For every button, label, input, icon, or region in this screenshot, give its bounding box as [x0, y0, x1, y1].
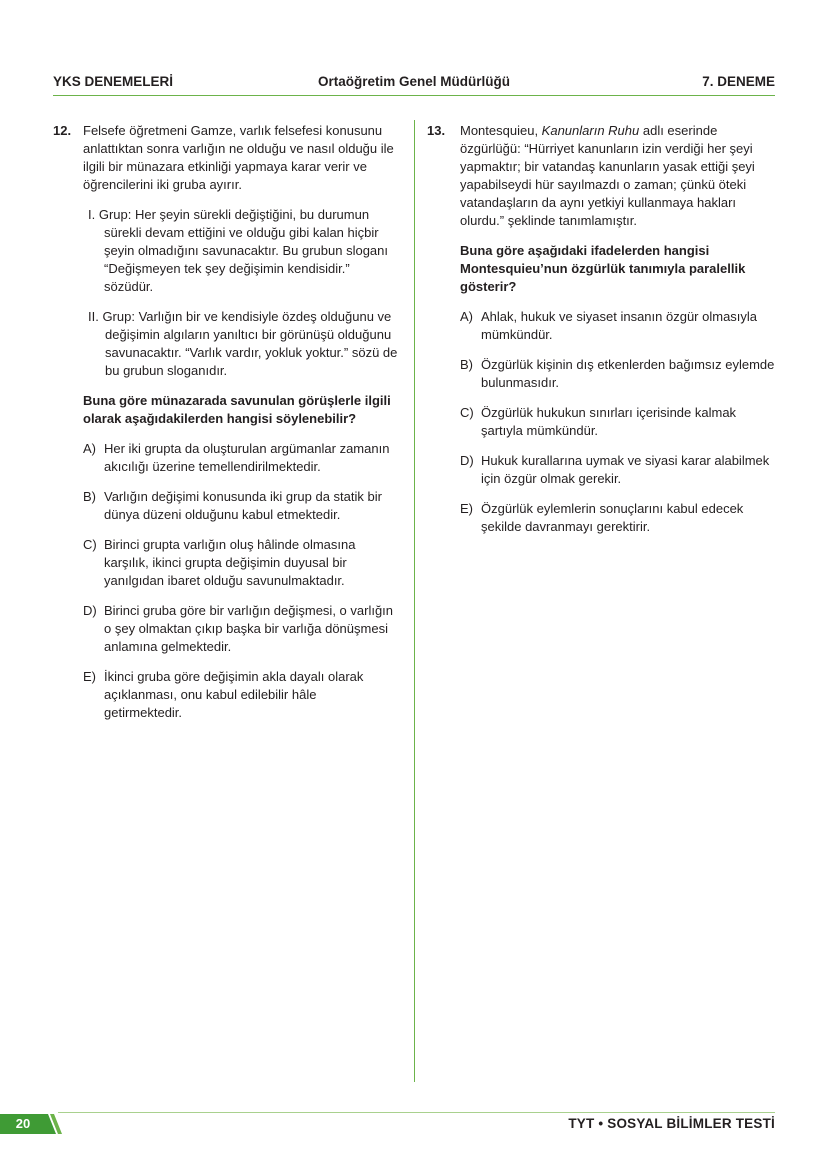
book-title: Kanunların Ruhu [541, 123, 640, 138]
option-letter: C) [460, 405, 474, 420]
question-intro: Felsefe öğretmeni Gamze, varlık felsefesi konusunu anlattıktan sonra varlığın ne olduğu ve nasıl olduğu ile ilgili bir münazara etkinliği yapmaya karar verir ve öğrencilerini iki gruba ayırır. [83, 123, 394, 192]
option-text: Ahlak, hukuk ve siyaset insanın özgür olmasıyla mümkündür. [481, 309, 758, 342]
option-text: Varlığın değişimi konusunda iki grup da statik bir dünya düzeni olduğunu kabul etmektedir. [104, 489, 382, 522]
intro-lead: Montesquieu, [460, 123, 542, 138]
option-a[interactable] [460, 308, 777, 344]
question-intro [460, 122, 777, 230]
option-letter: A) [460, 309, 473, 324]
page-header [53, 74, 775, 94]
answer-options [460, 308, 777, 536]
question-number: 13. [427, 123, 446, 138]
group-2-statement [88, 308, 398, 380]
option-text: İkinci gruba göre değişimin akla dayalı olarak açıklanması, onu kabul edilebilir hâle getirmektedir. [104, 669, 364, 720]
page-number: 20 [15, 1116, 31, 1131]
option-d[interactable] [460, 452, 777, 488]
option-text: Birinci grupta varlığın oluş hâlinde olmasına karşılık, ikinci grupta değişimin duyusal bir yanılgıdan ibaret olduğu savunulmaktadır. [104, 537, 356, 588]
footer-test-title: TYT • SOSYAL BİLİMLER TESTİ [568, 1116, 775, 1131]
question-12 [53, 122, 398, 734]
option-letter: B) [460, 357, 473, 372]
question-stem: Buna göre münazarada savunulan görüşlerle ilgili olarak aşağıdakilerden hangisi söylenebilir? [83, 393, 391, 426]
option-c[interactable] [460, 404, 777, 440]
footer-divider [58, 1112, 775, 1113]
option-b[interactable] [83, 488, 398, 524]
option-e[interactable] [460, 500, 777, 536]
option-letter: C) [83, 537, 97, 552]
option-letter: D) [83, 603, 97, 618]
question-stem: Buna göre aşağıdaki ifadelerden hangisi Montesquieu’nun özgürlük tanımıyla paralellik gösterir? [460, 243, 746, 294]
option-letter: E) [83, 669, 96, 684]
answer-options [83, 440, 398, 722]
option-a[interactable] [83, 440, 398, 476]
option-c[interactable] [83, 536, 398, 590]
header-publisher: Ortaöğretim Genel Müdürlüğü [317, 74, 510, 89]
option-text: Birinci gruba göre bir varlığın değişmesi, o varlığın o şey olmaktan çıkıp başka bir varlığa dönüşmesi anlamına gelmektedir. [104, 603, 394, 654]
option-e[interactable] [83, 668, 398, 722]
option-letter: B) [83, 489, 96, 504]
option-text: Özgürlük hukukun sınırları içerisinde kalmak şartıyla mümkündür. [481, 405, 737, 438]
question-body [460, 122, 777, 536]
group-1-statement [88, 206, 398, 296]
option-text: Hukuk kurallarına uymak ve siyasi karar alabilmek için özgür olmak gerekir. [481, 453, 770, 486]
option-d[interactable] [83, 602, 398, 656]
option-letter: E) [460, 501, 473, 516]
question-number: 12. [53, 123, 72, 138]
column-divider [414, 120, 415, 1082]
header-divider [53, 95, 775, 96]
header-series-title: YKS DENEMELERİ [53, 74, 174, 89]
intro-quote: adlı eserinde özgürlüğü: “Hürriyet kanunların izin verdiği her şeyi yapmaktır; bir vatandaş kanunların yasak ettiği şeyi yapabilseydi hür sayılmazdı o zaman; çünkü öteki vatandaşların da aynı yetkiyi kullanmaya hakları olurdu.” şeklinde tanımlamıştır. [460, 123, 755, 228]
option-text: Her iki grupta da oluşturulan argümanlar zamanın akıcılığı üzerine temellendirilmektedir. [104, 441, 390, 474]
group-2-text: II. Grup: Varlığın bir ve kendisiyle özdeş olduğunu ve değişimin algıların yanıltıcı bir görünüşü olduğunu savunacaktır. “Varlık vardır, yokluk yoktur.” sözü de bu grubun sloganıdır. [88, 309, 398, 378]
question-body [83, 122, 398, 722]
question-13 [427, 122, 777, 548]
option-text: Özgürlük eylemlerin sonuçlarını kabul edecek şekilde davranmayı gerektirir. [481, 501, 744, 534]
header-exam-number: 7. DENEME [702, 74, 775, 89]
option-text: Özgürlük kişinin dış etkenlerden bağımsız eylemde bulunmasıdır. [481, 357, 775, 390]
group-1-text: I. Grup: Her şeyin sürekli değiştiğini, bu durumun sürekli devam ettiğini ve olduğu gibi kalan hiçbir şeyin olmadığını savunacaktır. Bu grubun sloganı “Değişmeyen tek şey değişimin kendisidir.” sözüdür. [88, 207, 389, 294]
option-letter: A) [83, 441, 96, 456]
option-b[interactable] [460, 356, 777, 392]
option-letter: D) [460, 453, 474, 468]
